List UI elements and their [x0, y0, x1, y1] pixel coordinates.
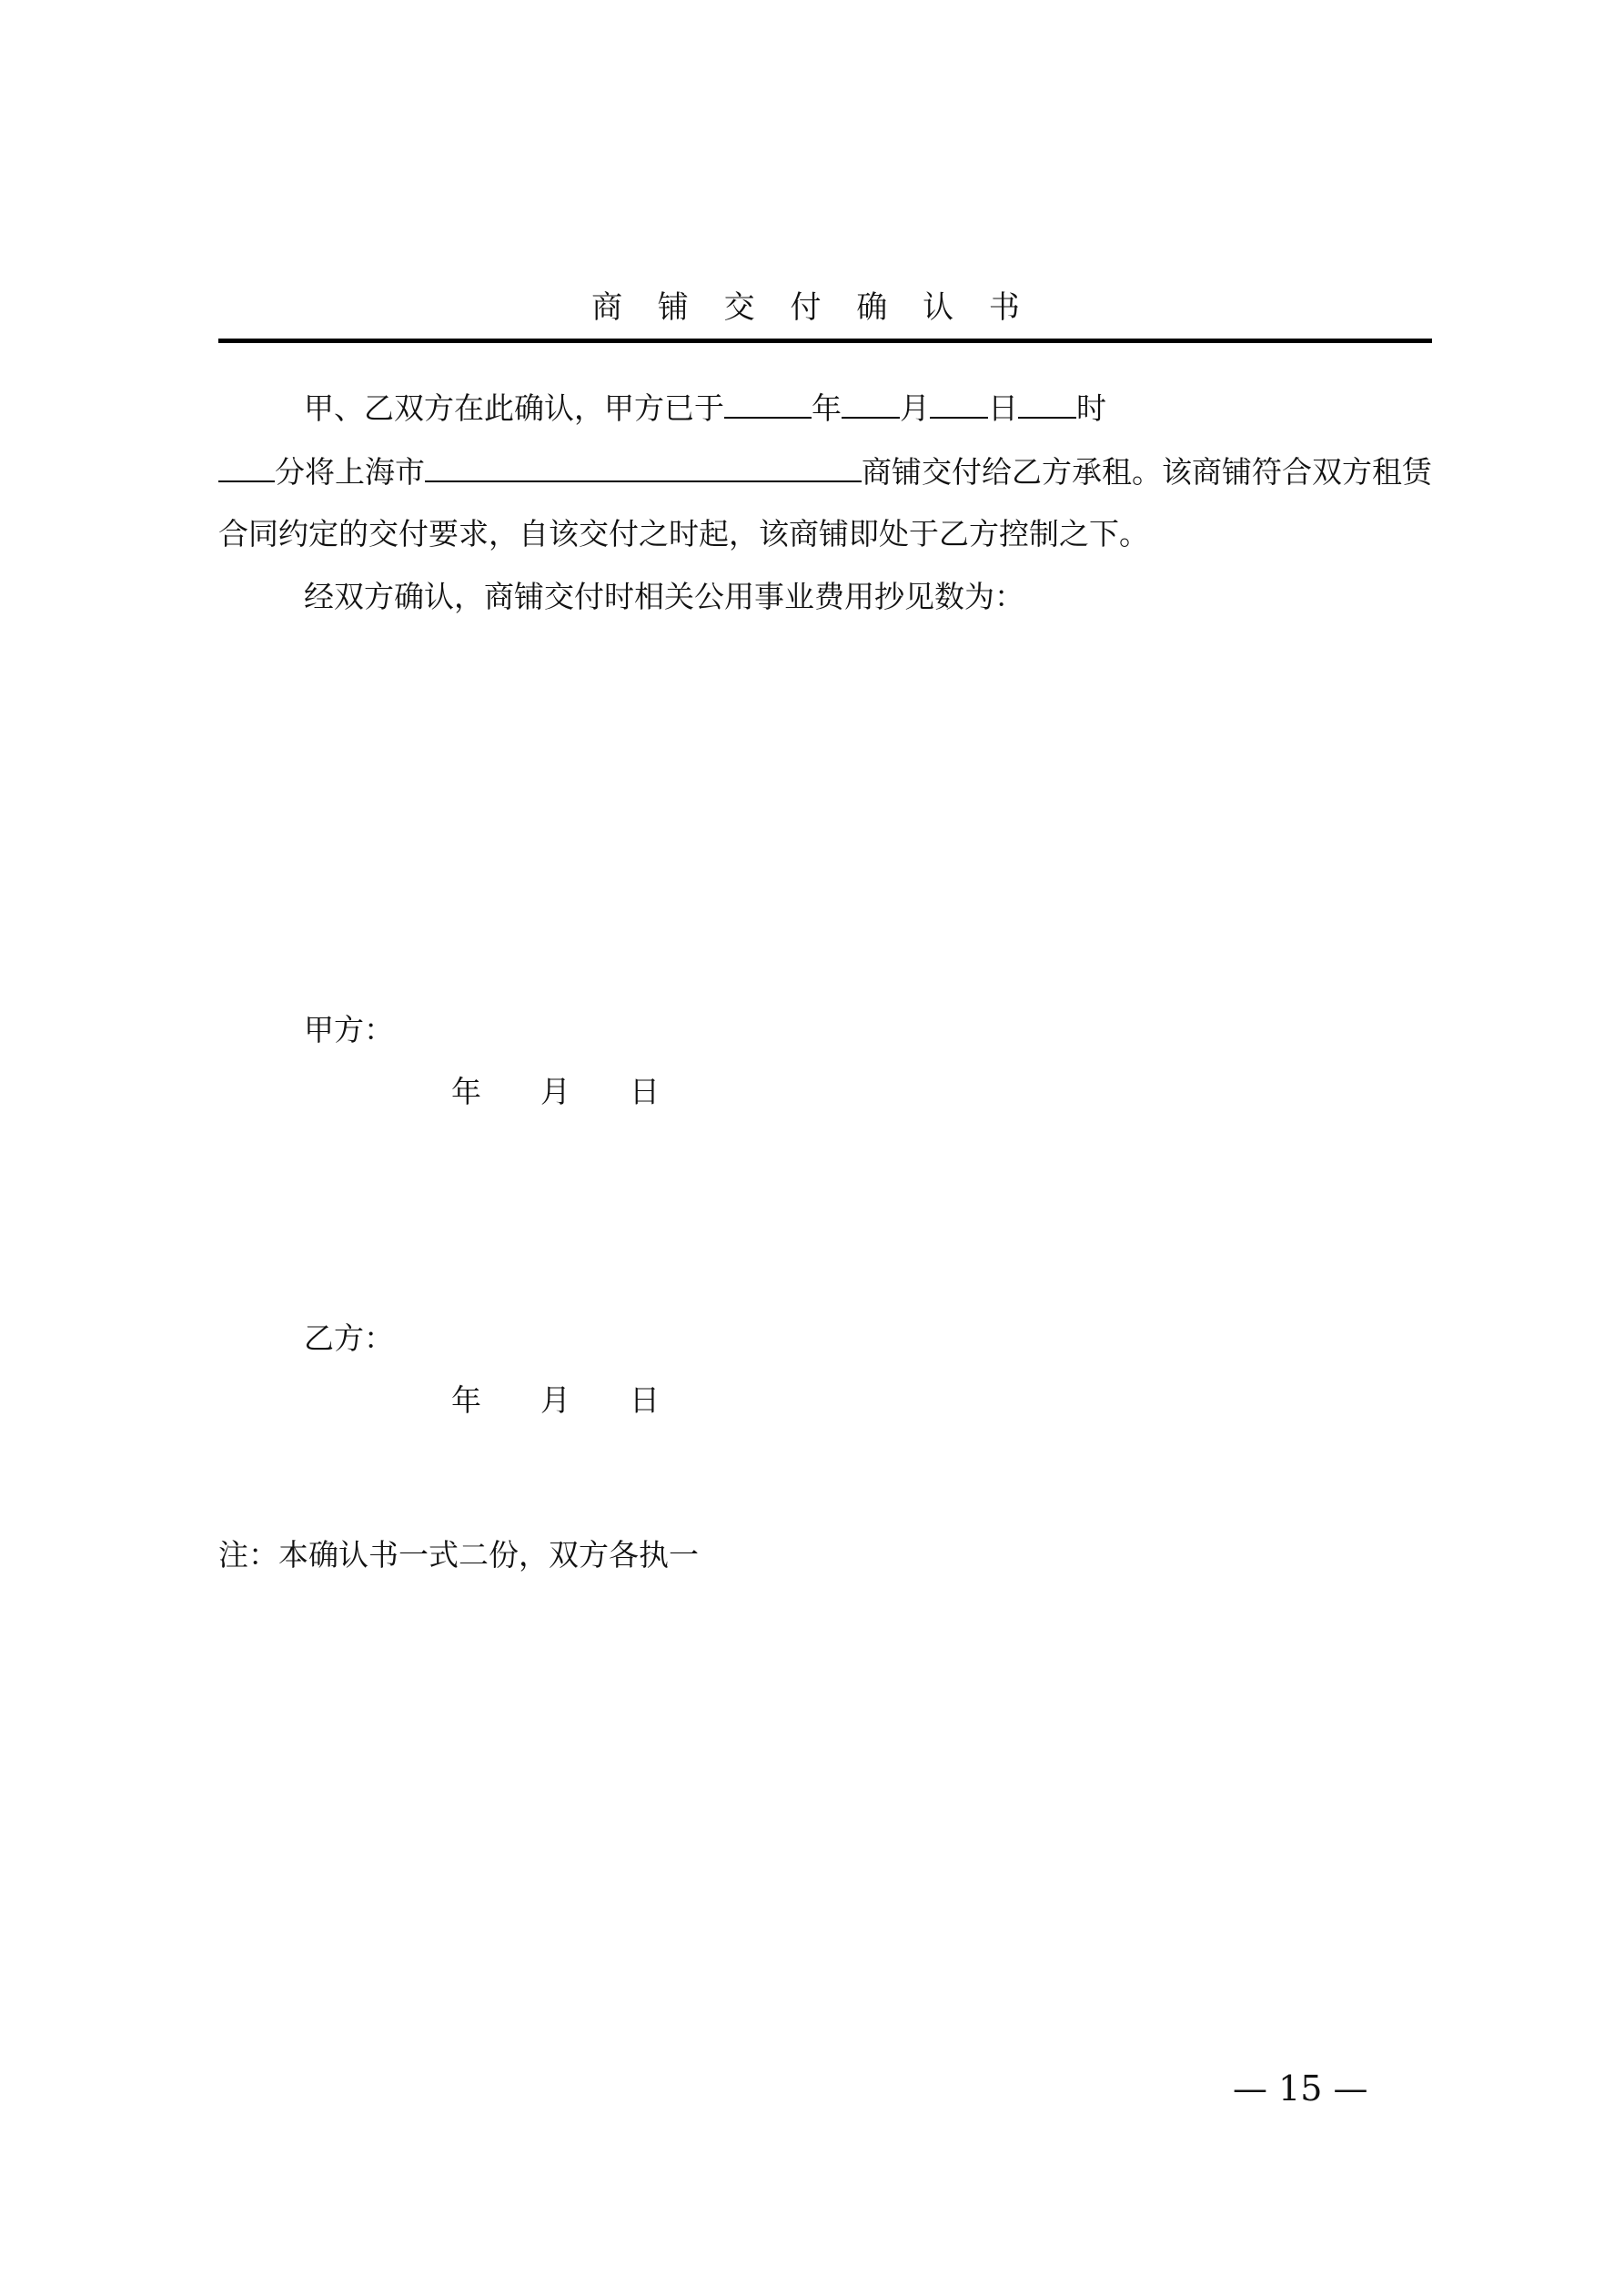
hour-text: 时 — [1076, 390, 1106, 426]
party-b-day: 日 — [630, 1382, 660, 1418]
party-a-label: 甲方： — [304, 1012, 394, 1047]
party-a-day: 日 — [630, 1074, 660, 1109]
paragraph1-line3: 合同约定的交付要求，自该交付之时起，该商铺即处于乙方控制之下。 — [218, 516, 1149, 551]
address-blank[interactable] — [425, 451, 862, 482]
footnote: 注：本确认书一式二份，双方各执一 — [218, 1537, 699, 1573]
party-a-year: 年 — [451, 1074, 481, 1109]
party-b-month: 月 — [540, 1382, 570, 1418]
party-b-label: 乙方： — [304, 1320, 394, 1356]
party-b-year: 年 — [451, 1382, 481, 1418]
month-text: 月 — [900, 390, 930, 426]
day-blank[interactable] — [930, 388, 988, 419]
document-title: 商 铺 交 付 确 认 书 — [591, 289, 1033, 326]
party-b-date — [0, 1379, 1624, 1422]
day-text: 日 — [988, 390, 1018, 426]
month-blank[interactable] — [842, 388, 900, 419]
party-a-month: 月 — [540, 1074, 570, 1109]
paragraph1-line2 — [218, 450, 1432, 494]
handover-text: 商铺交付给乙方承租。该商铺符合双方租赁 — [862, 454, 1432, 490]
paragraph2: 经双方确认，商铺交付时相关公用事业费用抄见数为： — [304, 579, 1024, 614]
party-a-date — [0, 1070, 1624, 1114]
minute-blank[interactable] — [218, 451, 275, 482]
hour-blank[interactable] — [1018, 388, 1076, 419]
page-number: — 15 — — [1233, 2068, 1368, 2109]
intro-text: 甲、乙双方在此确认，甲方已于 — [304, 390, 724, 426]
year-text: 年 — [812, 390, 842, 426]
title-rule — [218, 339, 1432, 343]
minute-address-text: 分将上海市 — [275, 454, 425, 490]
year-blank[interactable] — [724, 388, 812, 419]
paragraph1-line1 — [304, 387, 1106, 430]
